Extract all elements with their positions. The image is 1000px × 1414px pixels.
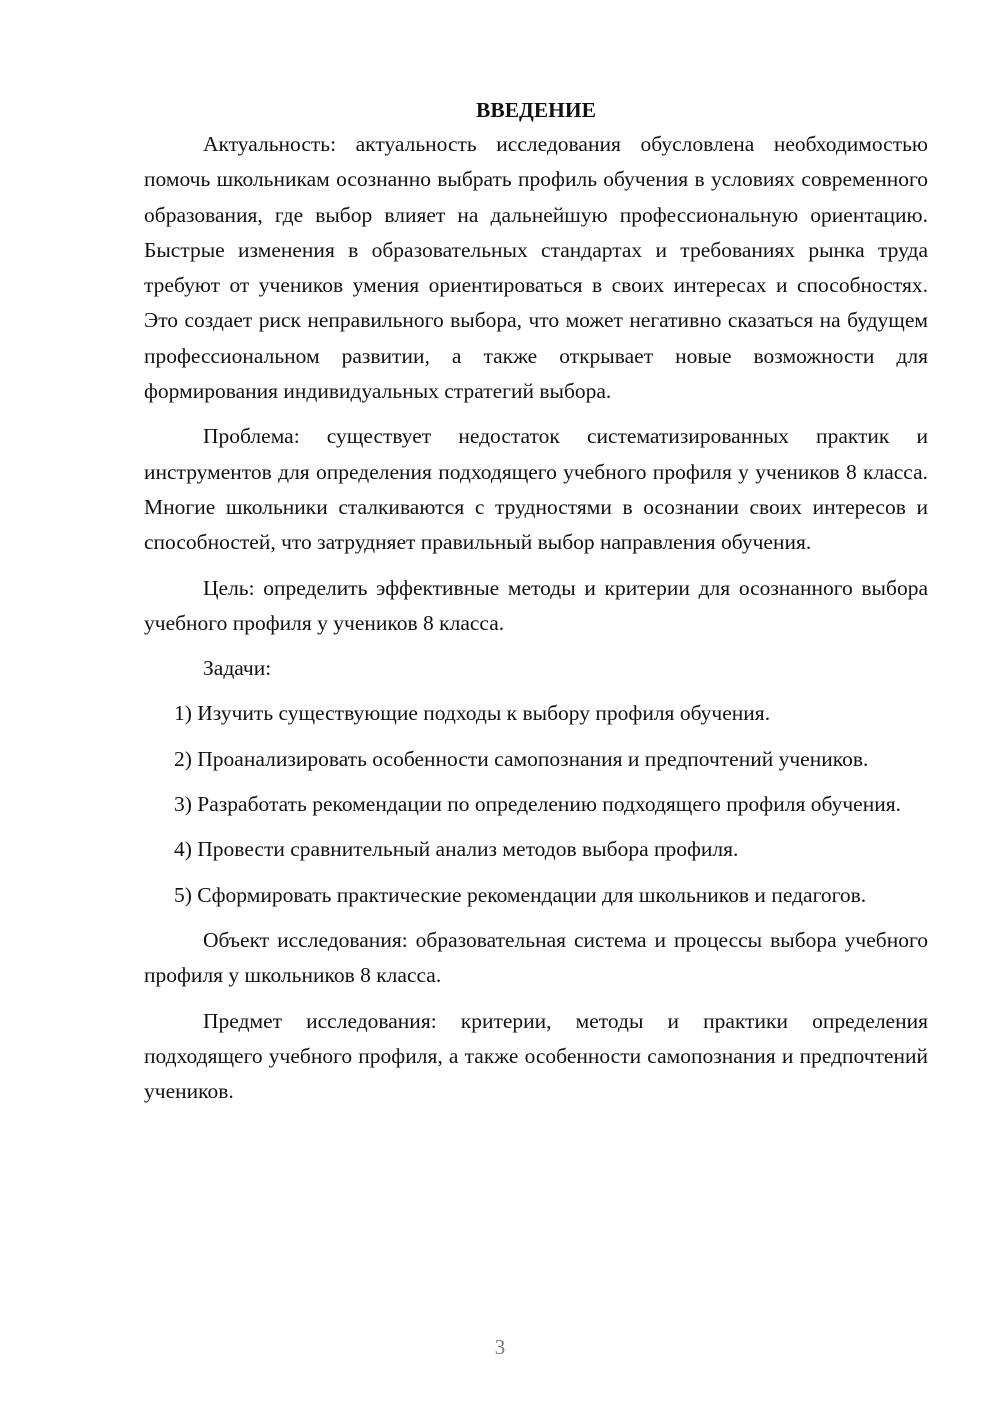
subject-paragraph: Предмет исследования: критерии, методы и практики определения подходящего учебного профиля, а также особенности самопознания и предпочтений учеников.	[144, 1008, 928, 1104]
goal-paragraph: Цель: определить эффективные методы и критерии для осознанного выбора учебного профиля у учеников 8 класса.	[144, 575, 928, 635]
relevance-paragraph: Актуальность: актуальность исследования обусловлена необходимостью помочь школьникам осознанно выбрать профиль обучения в условиях современного образования, где выбор влияет на дальнейшую профессиональную ориентацию. Быстрые изменения в образовательных стандартах и требованиях рынка труда требуют от учеников умения ориентироваться в своих интересах и способностях. Это создает риск неправильного выбора, что может негативно сказаться на будущем профессиональном развитии, а также открывает новые возможности для формирования индивидуальных стратегий выбора.	[144, 132, 928, 404]
task-item: 1) Изучить существующие подходы к выбору профиля обучения.	[174, 701, 771, 726]
object-paragraph: Объект исследования: образовательная система и процессы выбора учебного профиля у школьников 8 класса.	[144, 927, 928, 988]
problem-paragraph: Проблема: существует недостаток систематизированных практик и инструментов для определения подходящего учебного профиля у учеников 8 класса. Многие школьники сталкиваются с трудностями в осознании своих интересов и способностей, что затрудняет правильный выбор направления обучения.	[144, 424, 928, 555]
task-item: 4) Провести сравнительный анализ методов выбора профиля.	[174, 837, 739, 862]
task-item: 2) Проанализировать особенности самопознания и предпочтений учеников.	[174, 746, 869, 771]
task-item: 3) Разработать рекомендации по определению подходящего профиля обучения.	[174, 792, 901, 817]
task-item: 5) Сформировать практические рекомендации для школьников и педагогов.	[174, 882, 867, 907]
document-page	[144, 94, 928, 1109]
section-heading: ВВЕДЕНИЕ	[476, 98, 596, 122]
page-number: 3	[494, 1335, 506, 1359]
tasks-label: Задачи:	[203, 656, 272, 681]
